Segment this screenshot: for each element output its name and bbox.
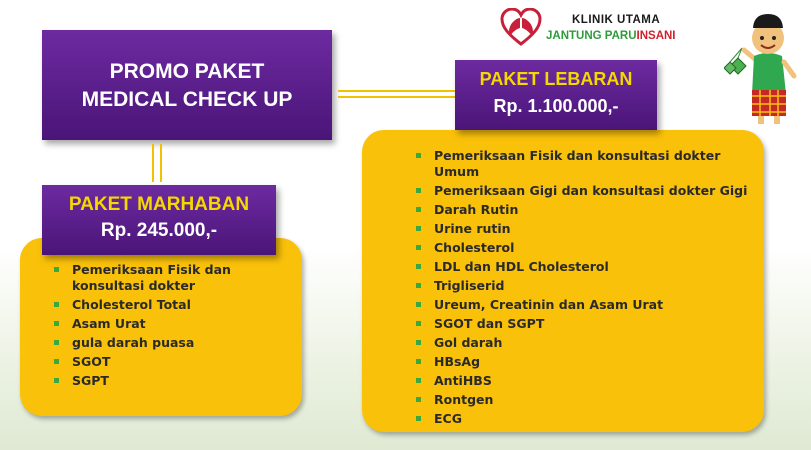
lebaran-list-item: Pemeriksaan Gigi dan konsultasi dokter Gigi (412, 183, 750, 199)
marhaban-list-item: SGOT (50, 354, 288, 370)
lebaran-list-item: HBsAg (412, 354, 750, 370)
lebaran-item-list (412, 148, 750, 427)
lebaran-list-item: Gol darah (412, 335, 750, 351)
promo-title-line2: MEDICAL CHECK UP (81, 88, 293, 111)
marhaban-list-item: Pemeriksaan Fisik dan konsultasi dokter (50, 262, 288, 294)
lebaran-list-item: AntiHBS (412, 373, 750, 389)
logo-line1: KLINIK UTAMA (572, 14, 661, 26)
lebaran-items-panel (362, 130, 764, 432)
promo-title-box (42, 30, 332, 140)
marhaban-list-item: Asam Urat (50, 316, 288, 332)
lebaran-price: Rp. 1.100.000,- (493, 96, 619, 116)
connector-vertical (152, 144, 162, 182)
marhaban-list-item: Cholesterol Total (50, 297, 288, 313)
lebaran-list-item: Urine rutin (412, 221, 750, 237)
logo-word-insani: INSANI (636, 30, 676, 42)
promo-title-line1: PROMO PAKET (109, 60, 265, 83)
logo-line2 (546, 30, 676, 42)
lebaran-title-box (455, 60, 657, 130)
connector-horizontal (338, 90, 456, 98)
lebaran-list-item: ECG (412, 411, 750, 427)
heart-lungs-icon (500, 8, 542, 48)
marhaban-price: Rp. 245.000,- (100, 220, 218, 241)
lebaran-list-item: Pemeriksaan Fisik dan konsultasi dokter Umum (412, 148, 750, 180)
lebaran-list-item: SGOT dan SGPT (412, 316, 750, 332)
logo-word-paru: PARU (604, 30, 637, 42)
lebaran-list-item: LDL dan HDL Cholesterol (412, 259, 750, 275)
marhaban-title: PAKET MARHABAN (68, 194, 250, 215)
lebaran-title: PAKET LEBARAN (479, 69, 633, 89)
lebaran-list-item: Darah Rutin (412, 202, 750, 218)
marhaban-item-list (50, 262, 288, 389)
logo-word-jantung: JANTUNG (546, 30, 602, 42)
marhaban-items-panel (20, 238, 302, 416)
marhaban-title-box (42, 185, 276, 255)
lebaran-list-item: Cholesterol (412, 240, 750, 256)
clinic-logo (500, 8, 705, 48)
lebaran-list-item: Rontgen (412, 392, 750, 408)
lebaran-list-item: Ureum, Creatinin dan Asam Urat (412, 297, 750, 313)
mascot-boy-icon (724, 6, 806, 126)
marhaban-list-item: gula darah puasa (50, 335, 288, 351)
marhaban-list-item: SGPT (50, 373, 288, 389)
lebaran-list-item: Trigliserid (412, 278, 750, 294)
